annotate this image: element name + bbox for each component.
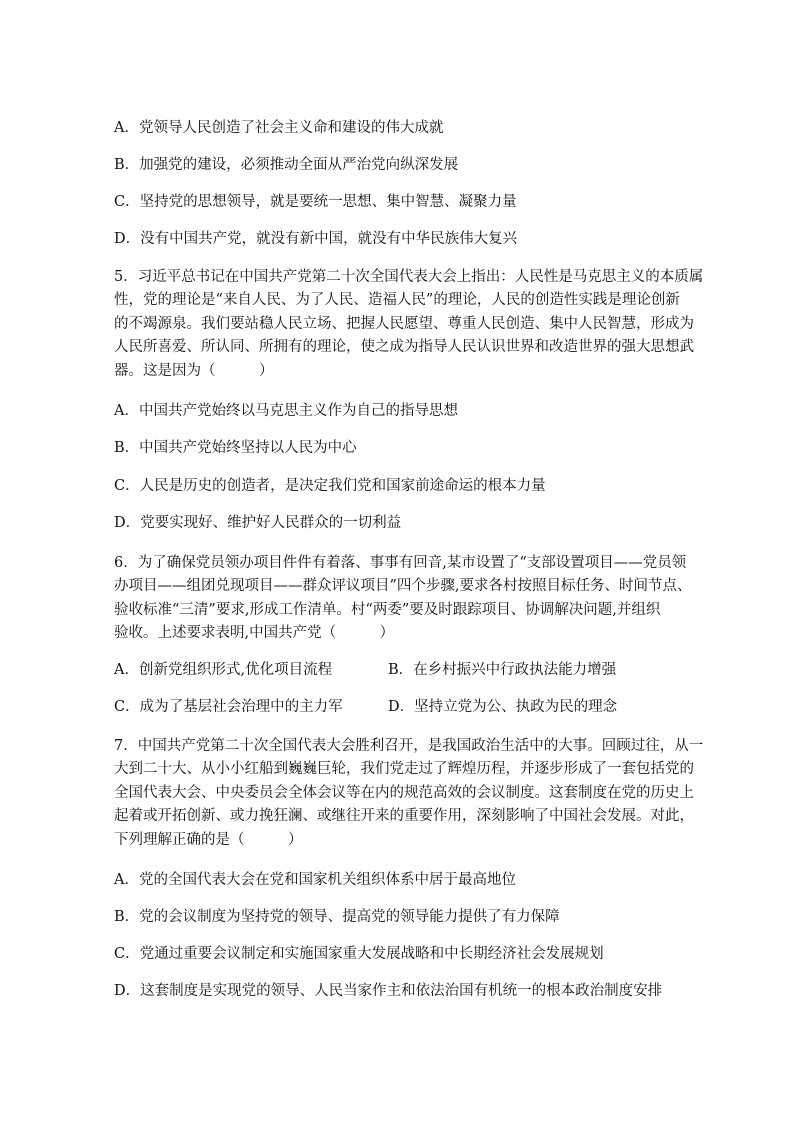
q4-option-a: A．党领导人民创造了社会主义命和建设的伟大成就 xyxy=(114,120,444,136)
q6-stem-line: 6．为了确保党员领办项目件件有着落、事事有回音,某市设置了“支部设置项目——党员领 xyxy=(114,555,687,571)
q7-option-a: A．党的全国代表大会在党和国家机关组织体系中居于最高地位 xyxy=(114,872,516,888)
q5-stem-line: 5．习近平总书记在中国共产党第二十次全国代表大会上指出：人民性是马克思主义的本质属 xyxy=(114,269,704,285)
q7-stem-line: 大到二十大、从小小红船到巍巍巨轮，我们党走过了辉煌历程，并逐步形成了一套包括党的 xyxy=(114,761,694,778)
q7-stem xyxy=(114,735,704,852)
q7-stem-line: 起着或开拓创新、或力挽狂澜、或继往开来的重要作用，深刻影响了中国社会发展。对此， xyxy=(114,808,694,825)
q5-stem-line: 的不竭源泉。我们要站稳人民立场、把握人民愿望、尊重人民创造、集中人民智慧，形成为 xyxy=(114,315,694,332)
q6-option-d: D．坚持立党为公、执政为民的理念 xyxy=(388,699,618,715)
q7-option-b: B．党的会议制度为坚持党的领导、提高党的领导能力提供了有力保障 xyxy=(114,909,560,925)
q6-stem-line: 验收标准“三清”要求,形成工作清单。村“两委”要及时跟踪项目、协调解决问题,并组织 xyxy=(114,601,661,618)
q4-option-b: B．加强党的建设，必须推动全面从严治党向纵深发展 xyxy=(114,157,459,173)
q5-option-b: B．中国共产党始终坚持以人民为中心 xyxy=(114,440,357,456)
q5-stem xyxy=(114,266,704,383)
q4-option-c: C．坚持党的思想领导，就是要统一思想、集中智慧、凝聚力量 xyxy=(114,194,517,210)
q6-stem-line: 办项目——组团兑现项目——群众评议项目”四个步骤,要求各村按照目标任务、时间节点、 xyxy=(114,578,692,595)
q5-option-a: A．中国共产党始终以马克思主义作为自己的指导思想 xyxy=(114,403,458,419)
q6-option-b: B．在乡村振兴中行政执法能力增强 xyxy=(388,662,617,678)
q7-option-c: C．党通过重要会议制定和实施国家重大发展战略和中长期经济社会发展规划 xyxy=(114,946,604,962)
q7-stem-line: 下列理解正确的是（ ） xyxy=(114,831,303,848)
q6-stem-line: 验收。上述要求表明,中国共产党（ ） xyxy=(114,625,395,642)
q5-option-c: C．人民是历史的创造者，是决定我们党和国家前途命运的根本力量 xyxy=(114,478,546,494)
q6-stem xyxy=(114,552,692,646)
q4-option-d: D．没有中国共产党，就没有新中国，就没有中华民族伟大复兴 xyxy=(114,231,518,247)
q5-stem-line: 人民所喜爱、所认同、所拥有的理论，使之成为指导人民认识世界和改造世界的强大思想武 xyxy=(114,339,694,356)
q7-option-d: D．这套制度是实现党的领导、人民当家作主和依法治国有机统一的根本政治制度安排 xyxy=(114,983,663,999)
q5-stem-line: 性，党的理论是“来自人民、为了人民、造福人民”的理论，人民的创造性实践是理论创新 xyxy=(114,292,680,309)
q5-stem-line: 器。这是因为（ ） xyxy=(114,362,274,379)
q7-stem-line: 全国代表大会、中央委员会全体会议等在内的规范高效的会议制度。这套制度在党的历史上 xyxy=(114,784,694,801)
q7-stem-line: 7．中国共产党第二十次全国代表大会胜利召开，是我国政治生活中的大事。回顾过往，从一 xyxy=(114,738,704,754)
q5-option-d: D．党要实现好、维护好人民群众的一切利益 xyxy=(114,515,402,531)
q6-option-a: A．创新党组织形式,优化项目流程 xyxy=(114,662,333,678)
q6-option-c: C．成为了基层社会治理中的主力军 xyxy=(114,699,343,715)
